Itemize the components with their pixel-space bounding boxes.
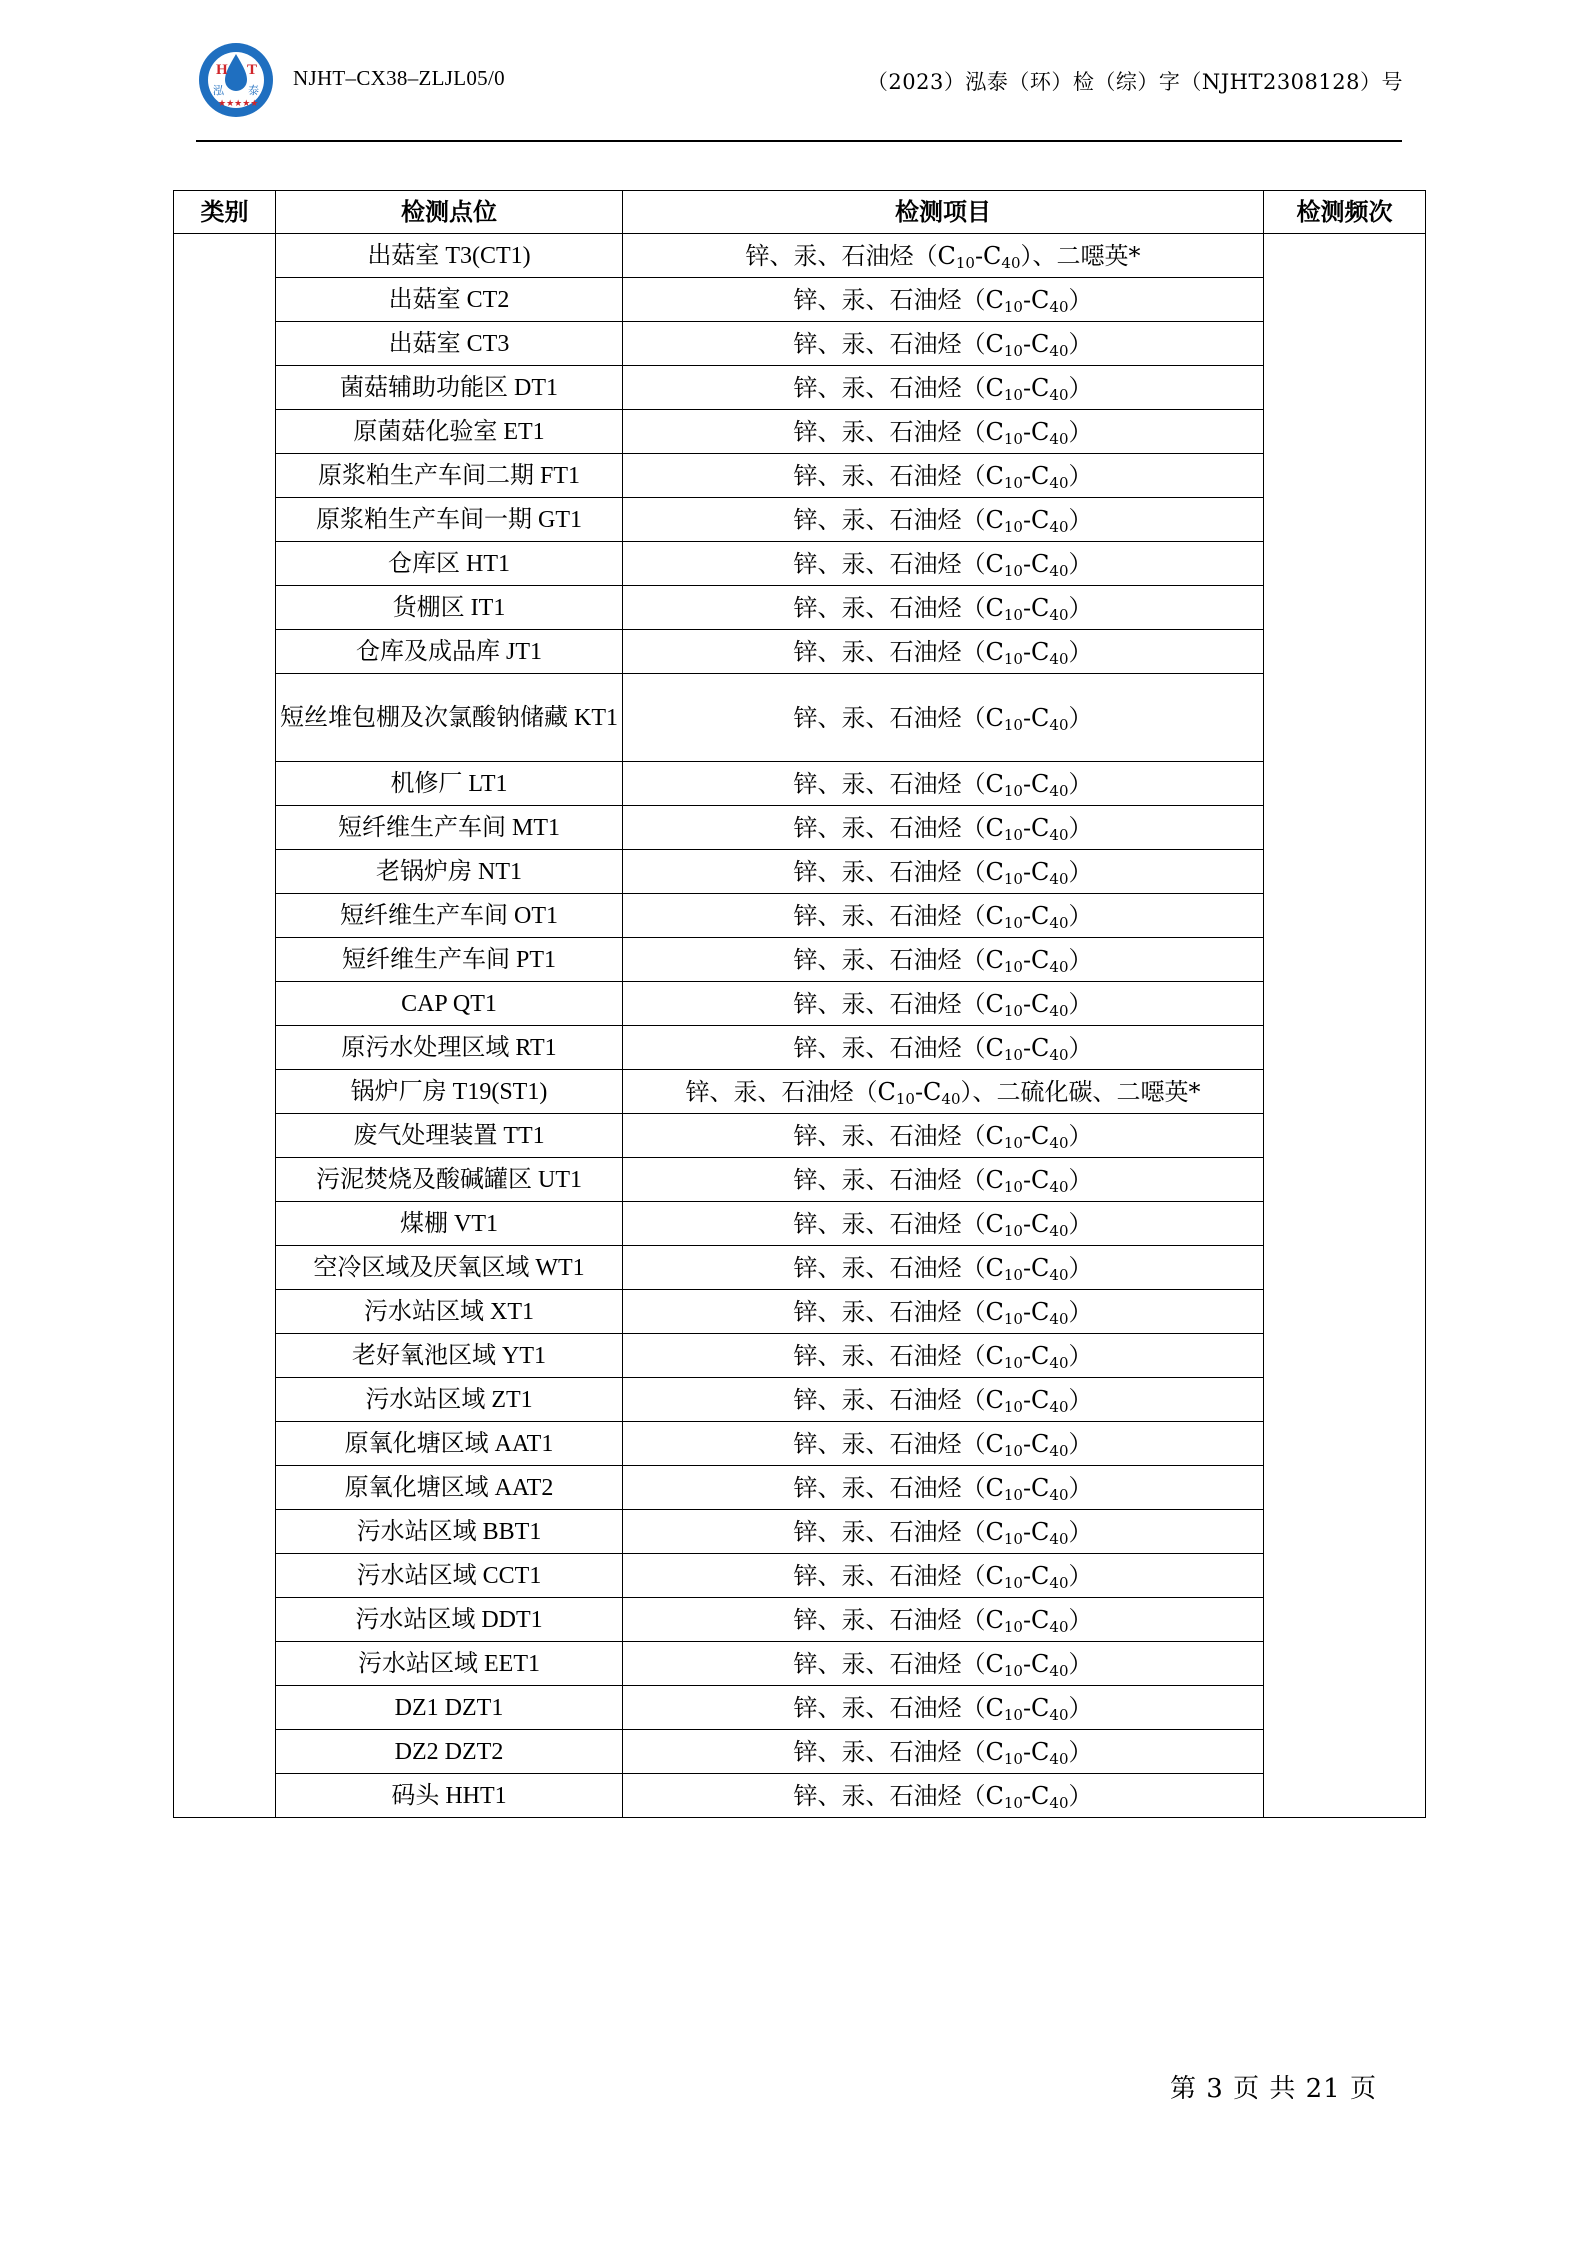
item-text-post: ） xyxy=(1068,1429,1093,1458)
carbon-subscript-end: 40 xyxy=(1049,1133,1069,1152)
item-text-pre: 锌、汞、石油烃（C xyxy=(793,505,1004,534)
item-text-pre: 锌、汞、石油烃（C xyxy=(793,549,1004,578)
item-text-mid: -C xyxy=(1022,813,1050,842)
item-text-pre: 锌、汞、石油烃（C xyxy=(793,1385,1004,1414)
item-text-post: ） xyxy=(1068,813,1093,842)
item-text-pre: 锌、汞、石油烃（C xyxy=(793,989,1004,1018)
point-cell: 污水站区域 ZT1 xyxy=(276,1378,623,1422)
header-point: 检测点位 xyxy=(276,191,623,234)
table-row xyxy=(174,1026,1426,1070)
point-cell: 原污水处理区域 RT1 xyxy=(276,1026,623,1070)
point-cell: 污泥焚烧及酸碱罐区 UT1 xyxy=(276,1158,623,1202)
svg-text:泓: 泓 xyxy=(213,84,224,97)
carbon-subscript-start: 10 xyxy=(1003,781,1023,800)
item-cell xyxy=(623,498,1264,542)
carbon-subscript-end: 40 xyxy=(1049,825,1069,844)
item-cell xyxy=(623,1774,1264,1818)
item-text-mid: -C xyxy=(1022,329,1050,358)
point-cell: 锅炉厂房 T19(ST1) xyxy=(276,1070,623,1114)
item-text-mid: -C xyxy=(1022,1297,1050,1326)
point-cell: 污水站区域 CCT1 xyxy=(276,1554,623,1598)
table-row xyxy=(174,938,1426,982)
table-row xyxy=(174,1686,1426,1730)
table-row xyxy=(174,366,1426,410)
item-text-post: ） xyxy=(1068,703,1093,732)
table-row xyxy=(174,1510,1426,1554)
table-row xyxy=(174,806,1426,850)
table-row xyxy=(174,1730,1426,1774)
item-text-pre: 锌、汞、石油烃（C xyxy=(793,417,1004,446)
carbon-subscript-start: 10 xyxy=(1003,1353,1023,1372)
item-text-pre: 锌、汞、石油烃（C xyxy=(745,241,956,270)
company-logo xyxy=(196,40,276,120)
item-text-pre: 锌、汞、石油烃（C xyxy=(793,1297,1004,1326)
carbon-subscript-end: 40 xyxy=(1049,1617,1069,1636)
item-cell xyxy=(623,234,1264,278)
table-row xyxy=(174,454,1426,498)
item-cell xyxy=(623,982,1264,1026)
carbon-subscript-end: 40 xyxy=(1001,253,1021,272)
item-text-pre: 锌、汞、石油烃（C xyxy=(793,1693,1004,1722)
table-row xyxy=(174,850,1426,894)
document-code: NJHT–CX38–ZLJL05/0 xyxy=(293,66,505,90)
point-cell: 污水站区域 BBT1 xyxy=(276,1510,623,1554)
carbon-subscript-start: 10 xyxy=(1003,913,1023,932)
item-text-mid: -C xyxy=(1022,461,1050,490)
header-divider xyxy=(196,140,1402,142)
item-text-mid: -C xyxy=(1022,945,1050,974)
item-text-post: ） xyxy=(1068,1781,1093,1810)
page-number: 第 3 页 共 21 页 xyxy=(1170,2074,1377,2104)
carbon-subscript-end: 40 xyxy=(1049,1573,1069,1592)
svg-text:★★★★★: ★★★★★ xyxy=(218,99,259,109)
carbon-subscript-start: 10 xyxy=(1003,341,1023,360)
item-cell xyxy=(623,1686,1264,1730)
item-text-pre: 锌、汞、石油烃（C xyxy=(793,1517,1004,1546)
item-cell xyxy=(623,1642,1264,1686)
item-cell xyxy=(623,1466,1264,1510)
item-text-mid: -C xyxy=(1022,1209,1050,1238)
item-text-mid: -C xyxy=(1022,1341,1050,1370)
item-text-post: ） xyxy=(1068,373,1093,402)
carbon-subscript-end: 40 xyxy=(1049,1353,1069,1372)
category-cell xyxy=(174,234,276,1818)
carbon-subscript-start: 10 xyxy=(1003,1705,1023,1724)
item-text-post: ） xyxy=(1068,1561,1093,1590)
table-header-row xyxy=(174,191,1426,234)
carbon-subscript-start: 10 xyxy=(1003,1793,1023,1812)
item-text-pre: 锌、汞、石油烃（C xyxy=(793,1605,1004,1634)
item-cell xyxy=(623,762,1264,806)
frequency-cell xyxy=(1264,234,1426,1818)
item-text-pre: 锌、汞、石油烃（C xyxy=(793,1649,1004,1678)
carbon-subscript-end: 40 xyxy=(1049,913,1069,932)
carbon-subscript-start: 10 xyxy=(1003,1441,1023,1460)
carbon-subscript-end: 40 xyxy=(1049,1265,1069,1284)
carbon-subscript-start: 10 xyxy=(1003,517,1023,536)
svg-text:T: T xyxy=(247,62,258,78)
item-text-pre: 锌、汞、石油烃（C xyxy=(793,637,1004,666)
point-cell: 短纤维生产车间 OT1 xyxy=(276,894,623,938)
item-cell xyxy=(623,454,1264,498)
item-cell xyxy=(623,1290,1264,1334)
item-text-pre: 锌、汞、石油烃（C xyxy=(793,593,1004,622)
table-row xyxy=(174,982,1426,1026)
item-text-pre: 锌、汞、石油烃（C xyxy=(793,1341,1004,1370)
point-cell: 出菇室 T3(CT1) xyxy=(276,234,623,278)
item-cell xyxy=(623,1378,1264,1422)
carbon-subscript-end: 40 xyxy=(1049,1749,1069,1768)
carbon-subscript-end: 40 xyxy=(1049,1309,1069,1328)
carbon-subscript-end: 40 xyxy=(1049,341,1069,360)
point-cell: 老锅炉房 NT1 xyxy=(276,850,623,894)
table-row xyxy=(174,410,1426,454)
item-cell xyxy=(623,1422,1264,1466)
carbon-subscript-end: 40 xyxy=(1049,385,1069,404)
svg-text:H: H xyxy=(216,62,228,78)
point-cell: 污水站区域 XT1 xyxy=(276,1290,623,1334)
item-cell xyxy=(623,1334,1264,1378)
point-cell: 出菇室 CT3 xyxy=(276,322,623,366)
carbon-subscript-start: 10 xyxy=(1003,561,1023,580)
table-row xyxy=(174,1554,1426,1598)
item-text-mid: -C xyxy=(1022,1649,1050,1678)
carbon-subscript-start: 10 xyxy=(1003,869,1023,888)
carbon-subscript-end: 40 xyxy=(1049,1441,1069,1460)
item-text-mid: -C xyxy=(1022,1253,1050,1282)
item-text-mid: -C xyxy=(1022,857,1050,886)
table-row xyxy=(174,1158,1426,1202)
table-row xyxy=(174,278,1426,322)
table-row xyxy=(174,1114,1426,1158)
item-text-mid: -C xyxy=(1022,417,1050,446)
item-cell xyxy=(623,586,1264,630)
item-text-post: ） xyxy=(1068,1209,1093,1238)
item-text-mid: -C xyxy=(1022,373,1050,402)
item-text-post: ） xyxy=(1068,901,1093,930)
carbon-subscript-start: 10 xyxy=(1003,1573,1023,1592)
item-text-post: ） xyxy=(1068,549,1093,578)
item-text-post: ） xyxy=(1068,1033,1093,1062)
item-cell xyxy=(623,1554,1264,1598)
item-cell xyxy=(623,1026,1264,1070)
carbon-subscript-end: 40 xyxy=(1049,605,1069,624)
item-cell xyxy=(623,366,1264,410)
carbon-subscript-end: 40 xyxy=(1049,1661,1069,1680)
point-cell: 原氧化塘区域 AAT2 xyxy=(276,1466,623,1510)
carbon-subscript-start: 10 xyxy=(1003,1397,1023,1416)
item-text-pre: 锌、汞、石油烃（C xyxy=(793,857,1004,886)
item-text-mid: -C xyxy=(1022,1561,1050,1590)
item-cell xyxy=(623,1730,1264,1774)
item-text-pre: 锌、汞、石油烃（C xyxy=(793,945,1004,974)
carbon-subscript-end: 40 xyxy=(1049,715,1069,734)
carbon-subscript-end: 40 xyxy=(1049,649,1069,668)
item-text-mid: -C xyxy=(1022,549,1050,578)
item-cell xyxy=(623,542,1264,586)
item-cell xyxy=(623,630,1264,674)
item-text-post: ） xyxy=(1068,1253,1093,1282)
point-cell: 原浆粕生产车间一期 GT1 xyxy=(276,498,623,542)
carbon-subscript-end: 40 xyxy=(1049,1705,1069,1724)
item-cell xyxy=(623,850,1264,894)
point-cell: 短丝堆包棚及次氯酸钠储藏 KT1 xyxy=(276,674,623,762)
item-text-pre: 锌、汞、石油烃（C xyxy=(793,285,1004,314)
carbon-subscript-end: 40 xyxy=(1049,1529,1069,1548)
carbon-subscript-end: 40 xyxy=(1049,561,1069,580)
carbon-subscript-start: 10 xyxy=(1003,297,1023,316)
carbon-subscript-end: 40 xyxy=(1049,1177,1069,1196)
table-body xyxy=(174,234,1426,1818)
table-row xyxy=(174,586,1426,630)
carbon-subscript-end: 40 xyxy=(1049,517,1069,536)
carbon-subscript-start: 10 xyxy=(1003,1529,1023,1548)
item-text-mid: -C xyxy=(1022,1033,1050,1062)
carbon-subscript-start: 10 xyxy=(1003,385,1023,404)
point-cell: 原菌菇化验室 ET1 xyxy=(276,410,623,454)
item-cell xyxy=(623,894,1264,938)
item-text-pre: 锌、汞、石油烃（C xyxy=(793,813,1004,842)
table-row xyxy=(174,894,1426,938)
carbon-subscript-end: 40 xyxy=(1049,473,1069,492)
item-text-pre: 锌、汞、石油烃（C xyxy=(793,1033,1004,1062)
point-cell: 污水站区域 DDT1 xyxy=(276,1598,623,1642)
item-text-post: ）、二硫化碳、二噁英* xyxy=(960,1077,1201,1106)
point-cell: 原氧化塘区域 AAT1 xyxy=(276,1422,623,1466)
item-cell xyxy=(623,322,1264,366)
item-text-mid: -C xyxy=(1022,769,1050,798)
table-row xyxy=(174,674,1426,762)
item-text-mid: -C xyxy=(1022,989,1050,1018)
point-cell: 煤棚 VT1 xyxy=(276,1202,623,1246)
item-text-pre: 锌、汞、石油烃（C xyxy=(793,1209,1004,1238)
carbon-subscript-end: 40 xyxy=(1049,869,1069,888)
item-text-pre: 锌、汞、石油烃（C xyxy=(793,329,1004,358)
item-text-mid: -C xyxy=(1022,1605,1050,1634)
point-cell: 废气处理装置 TT1 xyxy=(276,1114,623,1158)
carbon-subscript-start: 10 xyxy=(1003,957,1023,976)
table-row xyxy=(174,1774,1426,1818)
item-text-pre: 锌、汞、石油烃（C xyxy=(793,1737,1004,1766)
item-text-pre: 锌、汞、石油烃（C xyxy=(793,1429,1004,1458)
item-text-post: ） xyxy=(1068,1165,1093,1194)
table-row xyxy=(174,498,1426,542)
item-text-pre: 锌、汞、石油烃（C xyxy=(793,1253,1004,1282)
point-cell: 出菇室 CT2 xyxy=(276,278,623,322)
carbon-subscript-end: 40 xyxy=(1049,1485,1069,1504)
item-cell xyxy=(623,1202,1264,1246)
detection-table xyxy=(173,190,1426,1818)
item-text-mid: -C xyxy=(1022,1165,1050,1194)
item-text-post: ） xyxy=(1068,857,1093,886)
item-cell xyxy=(623,1070,1264,1114)
carbon-subscript-end: 40 xyxy=(1049,1001,1069,1020)
table-row xyxy=(174,1202,1426,1246)
carbon-subscript-end: 40 xyxy=(1049,1793,1069,1812)
report-number: （2023）泓泰（环）检（综）字（NJHT2308128）号 xyxy=(866,70,1403,94)
carbon-subscript-start: 10 xyxy=(1003,1265,1023,1284)
point-cell: 机修厂 LT1 xyxy=(276,762,623,806)
table-row xyxy=(174,1598,1426,1642)
item-text-mid: -C xyxy=(1022,703,1050,732)
item-text-mid: -C xyxy=(1022,1737,1050,1766)
item-text-post: ） xyxy=(1068,1121,1093,1150)
point-cell: 短纤维生产车间 PT1 xyxy=(276,938,623,982)
point-cell: CAP QT1 xyxy=(276,982,623,1026)
item-text-pre: 锌、汞、石油烃（C xyxy=(685,1077,896,1106)
point-cell: 码头 HHT1 xyxy=(276,1774,623,1818)
carbon-subscript-start: 10 xyxy=(1003,429,1023,448)
item-text-post: ） xyxy=(1068,637,1093,666)
item-text-mid: -C xyxy=(1022,1781,1050,1810)
item-text-pre: 锌、汞、石油烃（C xyxy=(793,1473,1004,1502)
carbon-subscript-start: 10 xyxy=(1003,1617,1023,1636)
carbon-subscript-end: 40 xyxy=(1049,297,1069,316)
carbon-subscript-start: 10 xyxy=(1003,1749,1023,1768)
item-text-post: ） xyxy=(1068,505,1093,534)
item-cell xyxy=(623,1598,1264,1642)
carbon-subscript-start: 10 xyxy=(1003,1485,1023,1504)
item-text-mid: -C xyxy=(1022,637,1050,666)
item-text-post: ） xyxy=(1068,593,1093,622)
table-row xyxy=(174,630,1426,674)
point-cell: 短纤维生产车间 MT1 xyxy=(276,806,623,850)
item-cell xyxy=(623,674,1264,762)
carbon-subscript-start: 10 xyxy=(1003,715,1023,734)
item-text-mid: -C xyxy=(1022,1429,1050,1458)
carbon-subscript-start: 10 xyxy=(1003,1661,1023,1680)
item-text-mid: -C xyxy=(1022,505,1050,534)
item-text-pre: 锌、汞、石油烃（C xyxy=(793,769,1004,798)
item-text-post: ） xyxy=(1068,285,1093,314)
item-text-post: ） xyxy=(1068,461,1093,490)
point-cell: DZ2 DZT2 xyxy=(276,1730,623,1774)
item-text-mid: -C xyxy=(1022,1693,1050,1722)
item-cell xyxy=(623,938,1264,982)
item-text-pre: 锌、汞、石油烃（C xyxy=(793,901,1004,930)
header-item: 检测项目 xyxy=(623,191,1264,234)
point-cell: 货棚区 IT1 xyxy=(276,586,623,630)
item-cell xyxy=(623,1510,1264,1554)
table-row xyxy=(174,542,1426,586)
carbon-subscript-end: 40 xyxy=(1049,1221,1069,1240)
svg-text:泰: 泰 xyxy=(248,84,259,97)
point-cell: 菌菇辅助功能区 DT1 xyxy=(276,366,623,410)
table-row xyxy=(174,234,1426,278)
item-text-post: ） xyxy=(1068,417,1093,446)
carbon-subscript-start: 10 xyxy=(1003,1001,1023,1020)
item-text-post: ） xyxy=(1068,1737,1093,1766)
table-row xyxy=(174,762,1426,806)
carbon-subscript-end: 40 xyxy=(1049,1045,1069,1064)
carbon-subscript-end: 40 xyxy=(941,1089,961,1108)
point-cell: 仓库区 HT1 xyxy=(276,542,623,586)
header-category: 类别 xyxy=(174,191,276,234)
item-text-pre: 锌、汞、石油烃（C xyxy=(793,703,1004,732)
carbon-subscript-end: 40 xyxy=(1049,957,1069,976)
point-cell: 空冷区域及厌氧区域 WT1 xyxy=(276,1246,623,1290)
carbon-subscript-end: 40 xyxy=(1049,429,1069,448)
item-text-mid: -C xyxy=(1022,1473,1050,1502)
item-text-post: ） xyxy=(1068,1341,1093,1370)
carbon-subscript-start: 10 xyxy=(1003,825,1023,844)
point-cell: 仓库及成品库 JT1 xyxy=(276,630,623,674)
carbon-subscript-start: 10 xyxy=(1003,1309,1023,1328)
item-text-pre: 锌、汞、石油烃（C xyxy=(793,461,1004,490)
point-cell: 原浆粕生产车间二期 FT1 xyxy=(276,454,623,498)
carbon-subscript-start: 10 xyxy=(1003,649,1023,668)
point-cell: 老好氧池区域 YT1 xyxy=(276,1334,623,1378)
table-row xyxy=(174,1466,1426,1510)
item-text-post: ） xyxy=(1068,1517,1093,1546)
item-text-pre: 锌、汞、石油烃（C xyxy=(793,1121,1004,1150)
item-text-mid: -C xyxy=(1022,1517,1050,1546)
item-text-post: ） xyxy=(1068,769,1093,798)
carbon-subscript-start: 10 xyxy=(1003,1133,1023,1152)
item-text-mid: -C xyxy=(1022,901,1050,930)
table-row xyxy=(174,322,1426,366)
table-row xyxy=(174,1642,1426,1686)
item-text-post: ） xyxy=(1068,989,1093,1018)
carbon-subscript-start: 10 xyxy=(1003,1045,1023,1064)
carbon-subscript-end: 40 xyxy=(1049,1397,1069,1416)
carbon-subscript-start: 10 xyxy=(895,1089,915,1108)
item-text-pre: 锌、汞、石油烃（C xyxy=(793,1561,1004,1590)
item-cell xyxy=(623,806,1264,850)
item-text-mid: -C xyxy=(974,241,1002,270)
item-text-mid: -C xyxy=(1022,1121,1050,1150)
carbon-subscript-end: 40 xyxy=(1049,781,1069,800)
item-text-post: ）、二噁英* xyxy=(1020,241,1141,270)
table-row xyxy=(174,1334,1426,1378)
item-text-post: ） xyxy=(1068,945,1093,974)
item-text-post: ） xyxy=(1068,1605,1093,1634)
item-text-post: ） xyxy=(1068,1473,1093,1502)
table-row xyxy=(174,1246,1426,1290)
item-text-mid: -C xyxy=(1022,593,1050,622)
carbon-subscript-start: 10 xyxy=(1003,605,1023,624)
header-frequency: 检测频次 xyxy=(1264,191,1426,234)
table-row xyxy=(174,1070,1426,1114)
item-text-post: ） xyxy=(1068,1649,1093,1678)
item-text-post: ） xyxy=(1068,329,1093,358)
item-cell xyxy=(623,1114,1264,1158)
carbon-subscript-start: 10 xyxy=(955,253,975,272)
item-cell xyxy=(623,1158,1264,1202)
item-cell xyxy=(623,410,1264,454)
item-text-post: ） xyxy=(1068,1693,1093,1722)
item-text-mid: -C xyxy=(1022,1385,1050,1414)
carbon-subscript-start: 10 xyxy=(1003,473,1023,492)
item-cell xyxy=(623,1246,1264,1290)
item-text-pre: 锌、汞、石油烃（C xyxy=(793,1165,1004,1194)
item-text-post: ） xyxy=(1068,1297,1093,1326)
table-row xyxy=(174,1422,1426,1466)
item-text-mid: -C xyxy=(1022,285,1050,314)
item-cell xyxy=(623,278,1264,322)
item-text-mid: -C xyxy=(914,1077,942,1106)
item-text-pre: 锌、汞、石油烃（C xyxy=(793,373,1004,402)
point-cell: DZ1 DZT1 xyxy=(276,1686,623,1730)
item-text-post: ） xyxy=(1068,1385,1093,1414)
carbon-subscript-start: 10 xyxy=(1003,1177,1023,1196)
table-row xyxy=(174,1378,1426,1422)
carbon-subscript-start: 10 xyxy=(1003,1221,1023,1240)
point-cell: 污水站区域 EET1 xyxy=(276,1642,623,1686)
item-text-pre: 锌、汞、石油烃（C xyxy=(793,1781,1004,1810)
table-row xyxy=(174,1290,1426,1334)
